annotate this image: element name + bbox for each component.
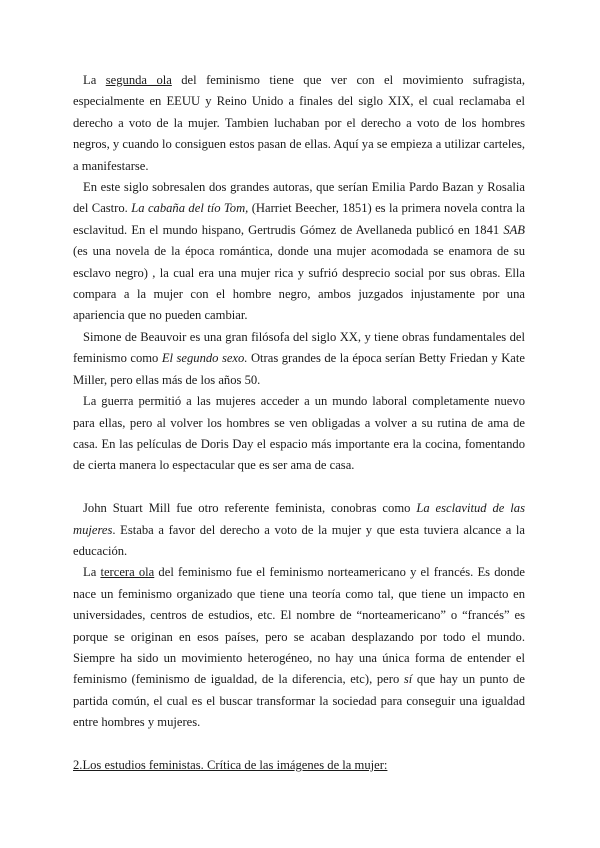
text-span: . Estaba a favor del derecho a voto de la mujer y que esta tuviera alcance a la educación. bbox=[73, 522, 525, 558]
underlined-term-segunda-ola: segunda ola bbox=[105, 73, 172, 87]
text-span: del feminismo fue el feminismo norteamericano y el francés. Es donde nace un feminismo organizado que tiene una teoría como tal, que tiene un impacto en universidades, centros de estudios, etc. El nombre de “norteamericano” o “francés” es porque se originan en esos países, pero se acaban desplazando por todo el mundo. Siempre ha sido un movimiento heterogéneo, no hay una única forma de entender el feminismo (feminismo de igualdad, de la diferencia, etc), pero bbox=[73, 565, 526, 687]
underlined-term-tercera-ola: tercera ola bbox=[100, 565, 155, 580]
text-span: (Harriet Beecher, 1851) es la primera novela contra la esclavitud. En el mundo hispano, Gertrudis Gómez de Avellaneda publicó en 1841 bbox=[73, 201, 525, 237]
text-span: Simone de Beauvoir es una gran filósofa del siglo XX, y tiene obras fundamentales del feminismo como bbox=[73, 329, 525, 366]
text-span: La guerra permitió a las mujeres acceder a un mundo laboral completamente nuevo para ellas, pero al volver los hombres se ven obligadas a volver a su rutina de ama de casa. En las películas de Doris Day el espacio más importante era la cocina, fomentando de cierta manera lo espectacular que es ser ama de casa. bbox=[73, 394, 525, 473]
paragraph-stuart-mill bbox=[73, 498, 525, 562]
paragraph-segunda-ola bbox=[73, 70, 525, 177]
book-title-esclavitud: La esclavitud de las mujeres bbox=[73, 501, 526, 537]
text-span: que hay un punto de partida común, el cual es el buscar transformar la sociedad para conseguir una igualdad entre hombres y mujeres. bbox=[73, 672, 525, 730]
book-title-cabana: La cabaña del tío Tom, bbox=[131, 201, 249, 216]
paragraph-gap bbox=[73, 734, 525, 755]
section-heading: 2.Los estudios feministas. Crítica de las imágenes de la mujer: bbox=[73, 757, 388, 772]
text-span: (es una novela de la época romántica, donde una mujer acomodada se enamora de su esclavo negro) , la cual era una mujer rica y sufrió desprecio social por sus obras. Ella compara a la mujer con el hombre negro, ambos juzgados injustamente por una apariencia que no pueden cambiar. bbox=[73, 244, 525, 323]
paragraph-tercera-ola bbox=[73, 562, 525, 733]
text-span: La bbox=[83, 73, 106, 87]
text-span: La bbox=[83, 565, 101, 580]
emphasis-si: sí bbox=[403, 672, 413, 687]
text-span: John Stuart Mill fue otro referente feminista, conobras como bbox=[83, 501, 417, 516]
paragraph-beauvoir bbox=[73, 327, 525, 391]
paragraph-guerra bbox=[73, 391, 525, 477]
paragraph-gap bbox=[73, 477, 525, 498]
text-span: del feminismo tiene que ver con el movimiento sufragista, especialmente en EEUU y Reino Unido a finales del siglo XIX, el cual reclamaba el derecho a voto de la mujer. Tambien luchaban por el derecho a voto de los hombres negros, y cuando lo consiguen estos pasan de ellas. Aquí ya se empieza a utilizar carteles, a manifestarse. bbox=[73, 73, 525, 173]
text-span: Otras grandes de la época serían Betty Friedan y Kate Miller, pero ellas más de los años 50. bbox=[73, 351, 525, 387]
text-span: En este siglo sobresalen dos grandes autoras, que serían Emilia Pardo Bazan y Rosalia del Castro. bbox=[73, 180, 525, 216]
book-title-segundo-sexo: El segundo sexo. bbox=[161, 351, 248, 366]
book-title-sab: SAB bbox=[503, 222, 525, 237]
paragraph-autoras bbox=[73, 177, 525, 327]
